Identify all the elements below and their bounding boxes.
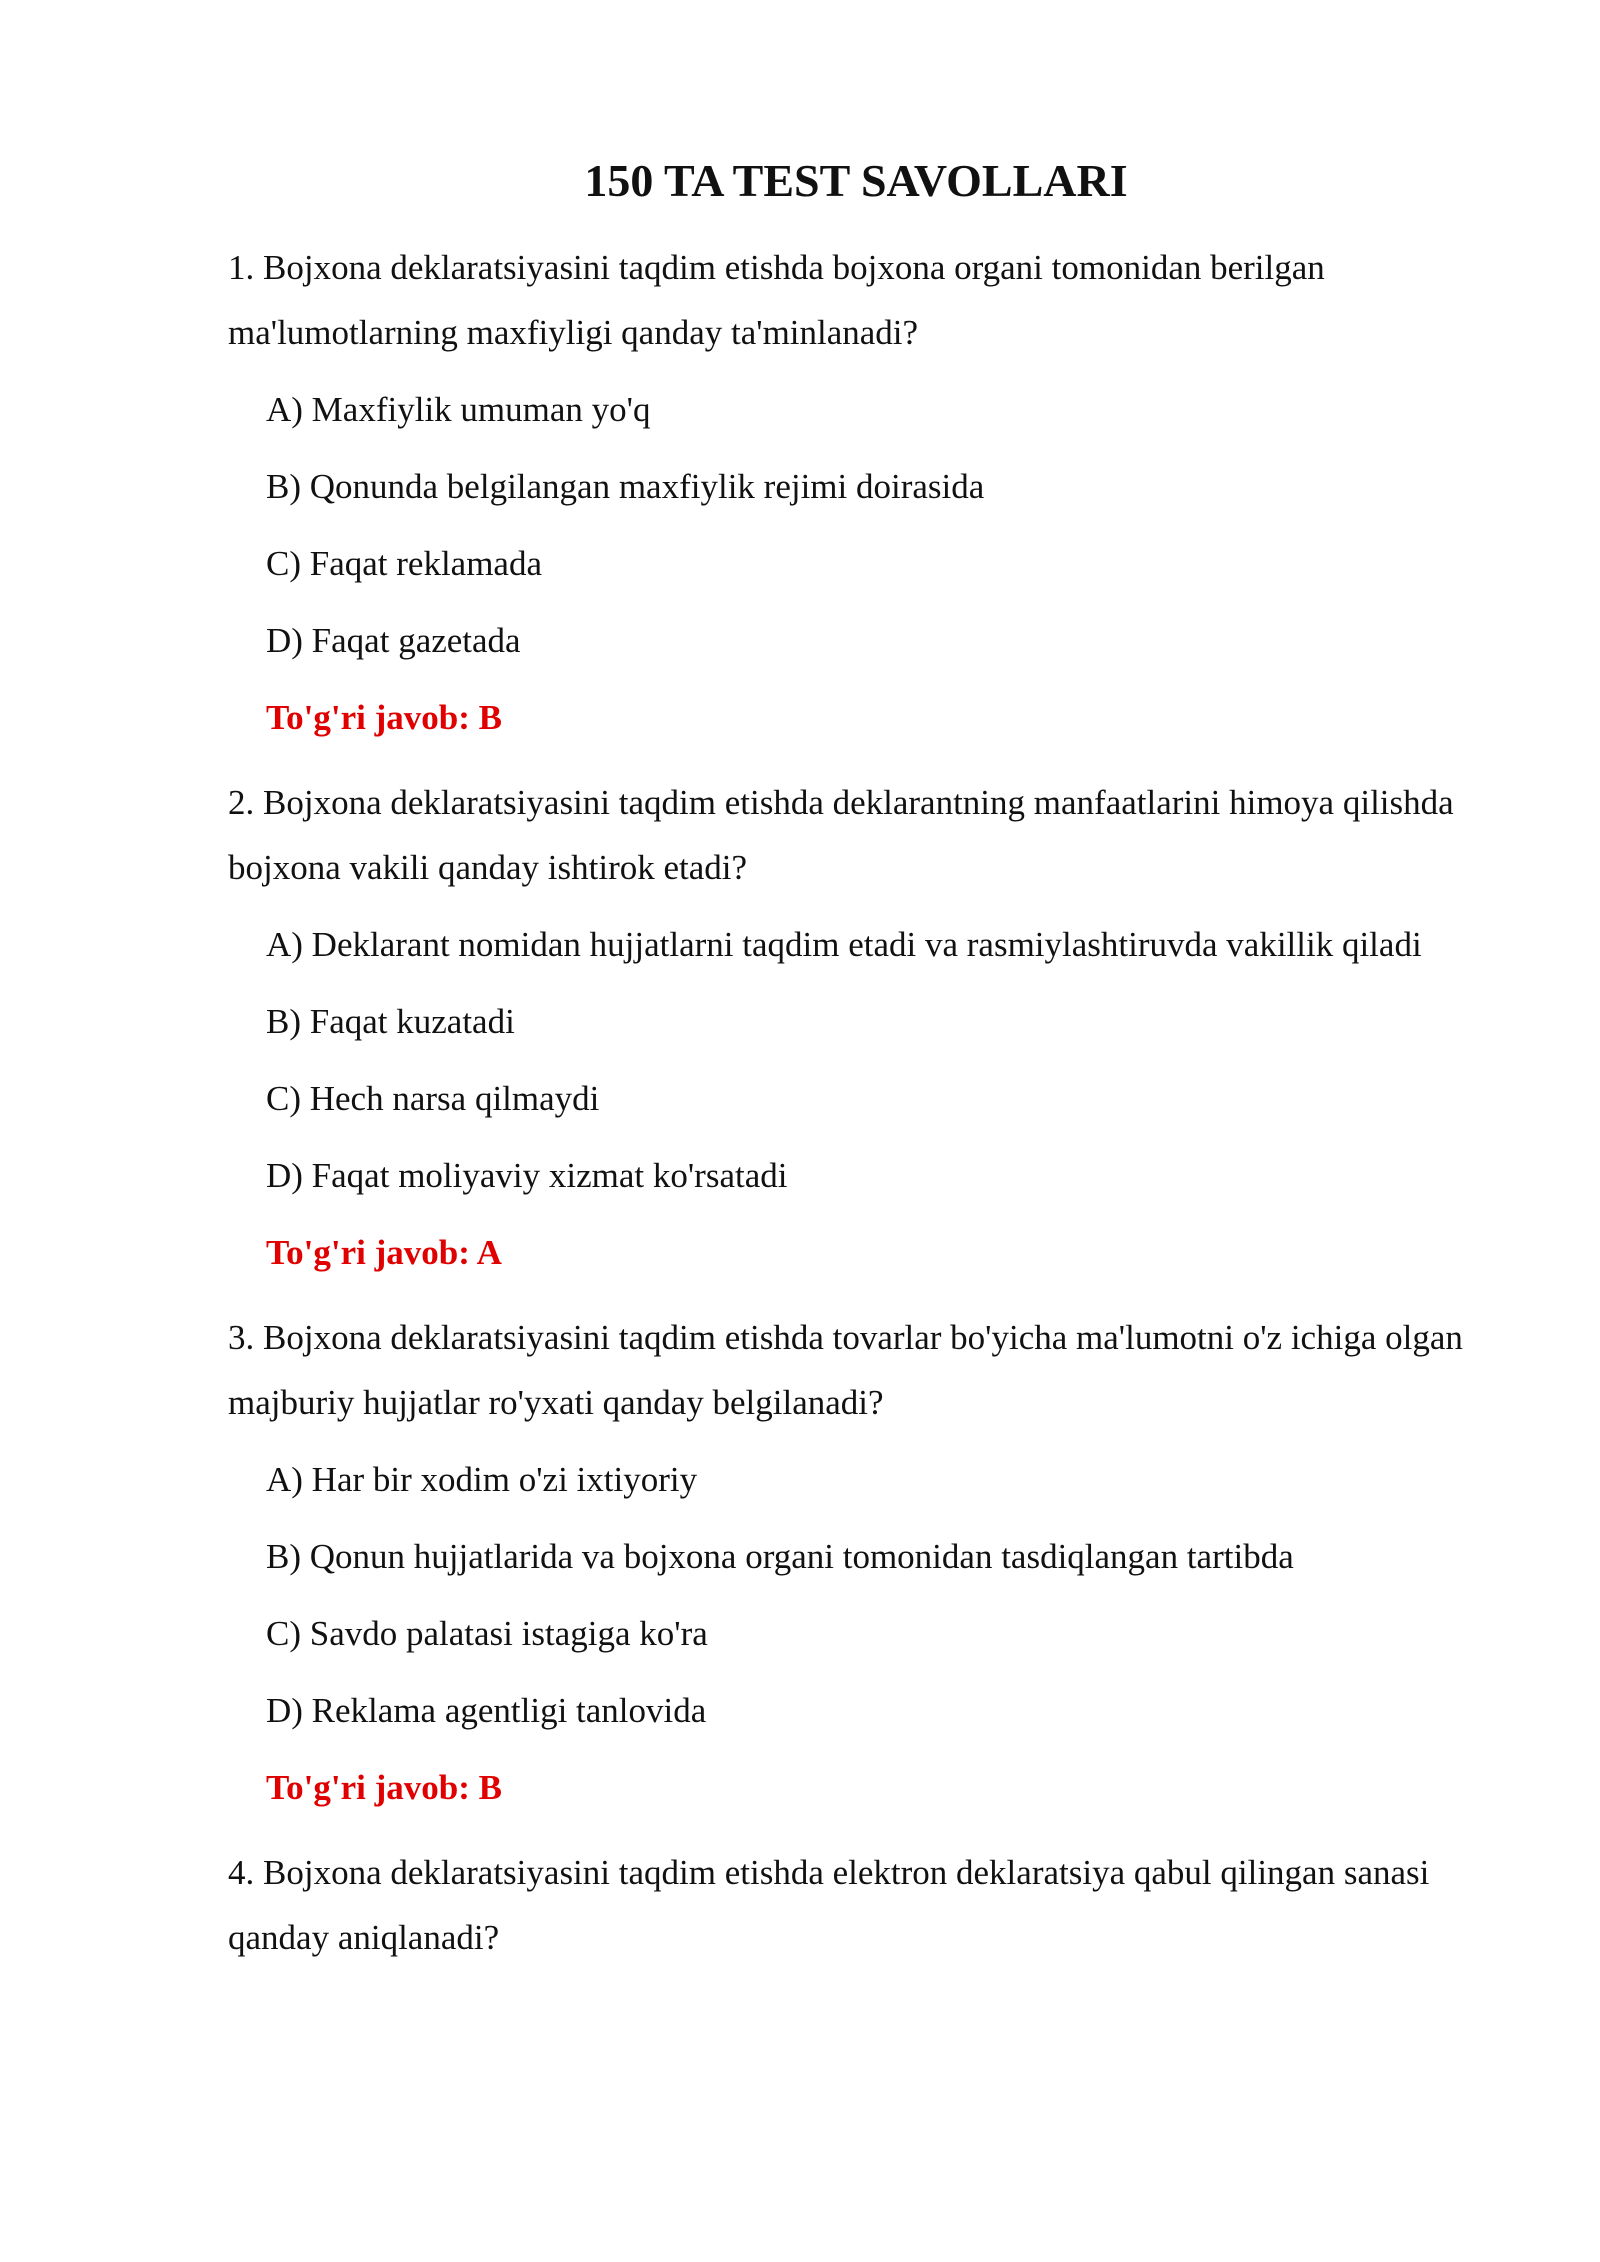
- option-c: C) Faqat reklamada: [266, 544, 543, 583]
- option-d: D) Reklama agentligi tanlovida: [266, 1691, 707, 1730]
- options-list: [228, 385, 1478, 666]
- page-title: 150 TA TEST SAVOLLARI: [584, 155, 1128, 206]
- question-text: 4. Bojxona deklaratsiyasini taqdim etishda elektron deklaratsiya qabul qilingan sanasi qanday aniqlanadi?: [228, 1853, 1430, 1957]
- question-block-3: [228, 1305, 1478, 1813]
- question-block-4: [228, 1840, 1478, 1970]
- correct-answer: To'g'ri javob: B: [266, 1768, 502, 1807]
- option-d: D) Faqat gazetada: [266, 621, 521, 660]
- question-block-1: [228, 235, 1478, 743]
- correct-answer: To'g'ri javob: B: [266, 698, 502, 737]
- correct-answer: To'g'ri javob: A: [266, 1233, 502, 1272]
- question-text: 2. Bojxona deklaratsiyasini taqdim etishda deklarantning manfaatlarini himoya qilishda bojxona vakili qanday ishtirok etadi?: [228, 783, 1454, 887]
- option-c: C) Savdo palatasi istagiga ko'ra: [266, 1614, 708, 1653]
- options-list: [228, 1455, 1478, 1736]
- option-b: B) Qonunda belgilangan maxfiylik rejimi doirasida: [266, 467, 985, 506]
- question-text: 3. Bojxona deklaratsiyasini taqdim etishda tovarlar bo'yicha ma'lumotni o'z ichiga olgan majburiy hujjatlar ro'yxati qanday belgilanadi?: [228, 1318, 1463, 1422]
- option-c: C) Hech narsa qilmaydi: [266, 1079, 600, 1118]
- question-text: 1. Bojxona deklaratsiyasini taqdim etishda bojxona organi tomonidan berilgan ma'lumotlarning maxfiyligi qanday ta'minlanadi?: [228, 248, 1325, 352]
- option-a: A) Maxfiylik umuman yo'q: [266, 390, 651, 429]
- option-a: A) Har bir xodim o'zi ixtiyoriy: [266, 1460, 698, 1499]
- question-list: [228, 235, 1478, 1990]
- options-list: [228, 920, 1478, 1201]
- option-a: A) Deklarant nomidan hujjatlarni taqdim etadi va rasmiylashtiruvda vakillik qiladi: [266, 925, 1422, 964]
- question-block-2: [228, 770, 1478, 1278]
- option-d: D) Faqat moliyaviy xizmat ko'rsatadi: [266, 1156, 788, 1195]
- option-b: B) Qonun hujjatlarida va bojxona organi tomonidan tasdiqlangan tartibda: [266, 1537, 1294, 1576]
- option-b: B) Faqat kuzatadi: [266, 1002, 515, 1041]
